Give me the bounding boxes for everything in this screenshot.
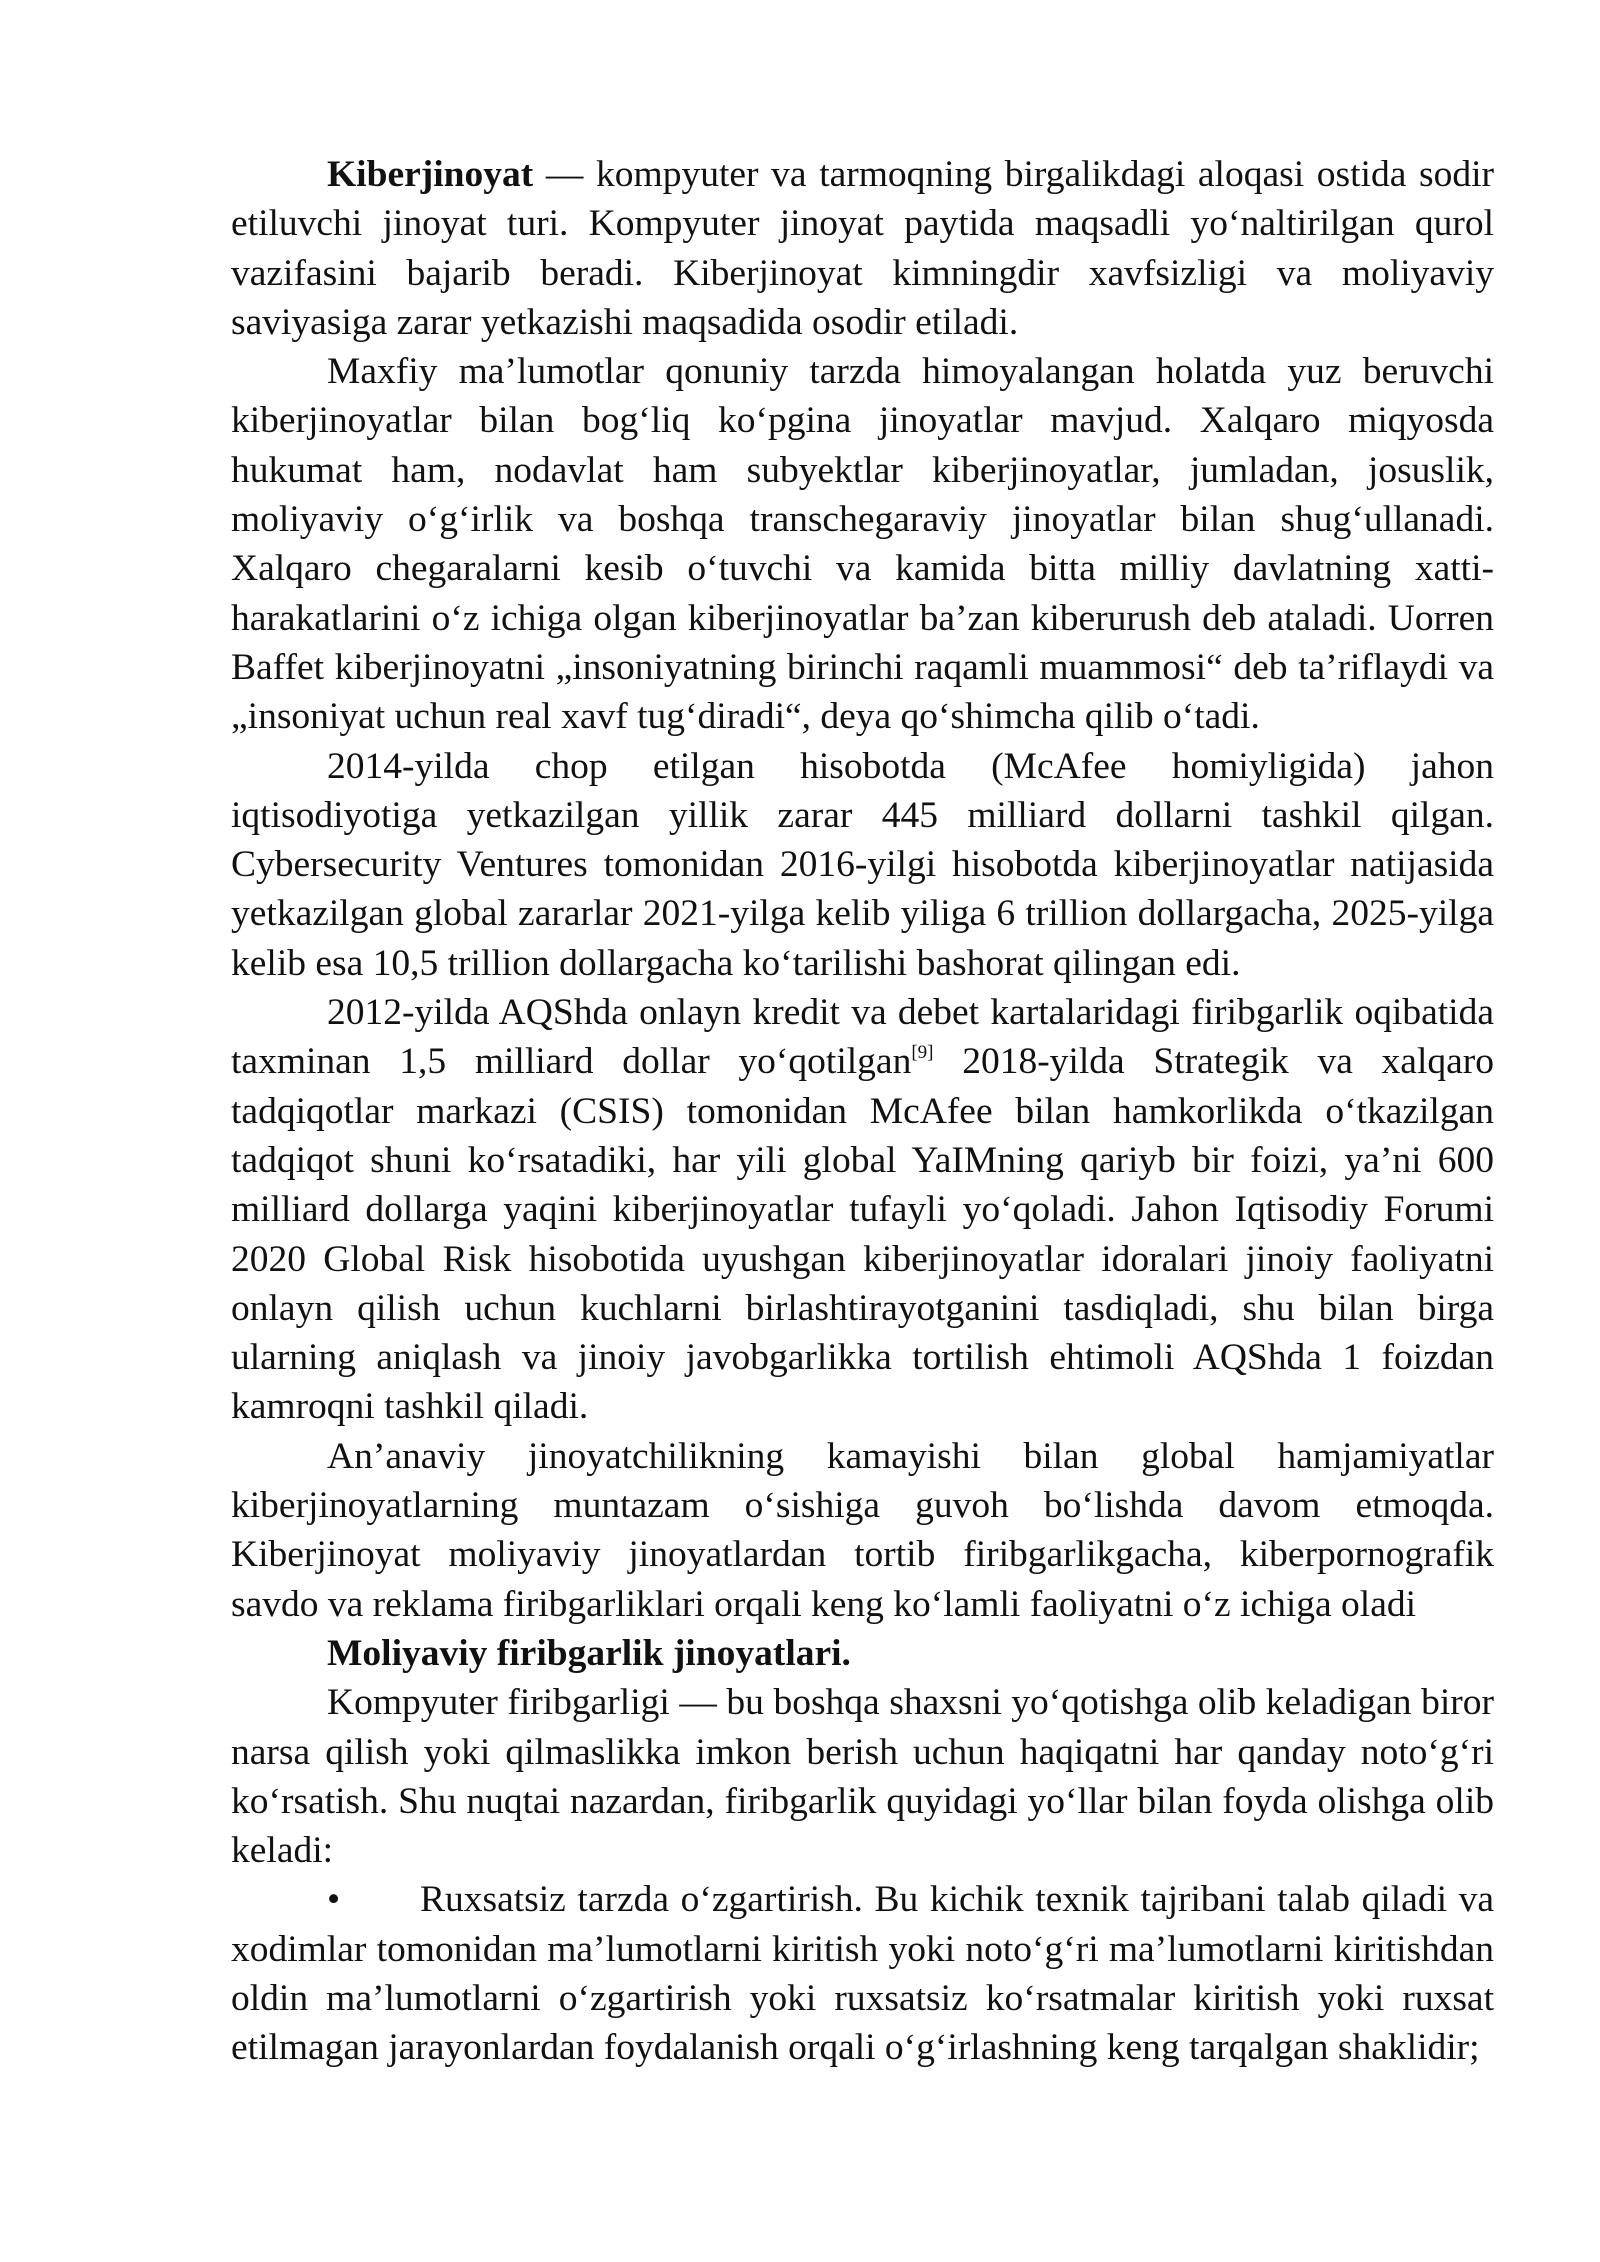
paragraph-computer-fraud: Kompyuter firibgarligi — bu boshqa shaxsni yoʻqotishga olib keladigan biror narsa qilish yoki qilmaslikka imkon berish uchun haqiqatni har qanday notoʻgʻri koʻrsatish. Shu nuqtai nazardan, firibgarlik quyidagi yoʻllar bilan foyda olishga olib keladi:: [231, 1682, 1494, 1872]
term-kiberjinoyat: Kiberjinoyat: [327, 154, 534, 195]
paragraph-statistics-before: 2012-yilda AQShda onlayn kredit va debet kartalaridagi firibgarlik oqibatida taxminan 1,5 milliard dollar yoʻqotilgan: [231, 992, 1494, 1083]
section-heading: Moliyaviy firibgarlik jinoyatlari.: [327, 1632, 851, 1674]
list-item-text: Ruxsatsiz tarzda oʻzgartirish. Bu kichik texnik tajribani talab qiladi va xodimlar tomonidan maʼlumotlarni kiritish yoki notoʻgʻri maʼlumotlarni kiritishdan oldin maʼlumotlarni oʻzgartirish yoki ruxsatsiz koʻrsatmalar kiritish yoki ruxsat etilmagan jarayonlardan foydalanish orqali oʻgʻirlashning keng tarqalgan shaklidir;: [231, 1879, 1494, 2069]
paragraph-damage-reports: 2014-yilda chop etilgan hisobotda (McAfee homiyligida) jahon iqtisodiyotiga yetkazilgan yillik zarar 445 milliard dollarni tashkil qilgan. Cybersecurity Ventures tomonidan 2016-yilgi hisobotda kiberjinoyatlar natijasida yetkazilgan global zararlar 2021-yilga kelib yiliga 6 trillion dollargacha, 2025-yilga kelib esa 10,5 trillion dollargacha koʻtarilishi bashorat qilingan edi.: [231, 745, 1494, 984]
citation-reference: [9]: [911, 1042, 934, 1064]
paragraph-statistics-after: 2018-yilda Strategik va xalqaro tadqiqotlar markazi (CSIS) tomonidan McAfee bilan hamkorlikda oʻtkazilgan tadqiqot shuni koʻrsatadiki, har yili global YaIMning qariyb bir foizi, yaʼni 600 milliard dollarga yaqini kiberjinoyatlar tufayli yoʻqoladi. Jahon Iqtisodiy Forumi 2020 Global Risk hisobotida uyushgan kiberjinoyatlar idoralari jinoiy faoliyatni onlayn qilish uchun kuchlarni birlashtirayotganini tasdiqladi, shu bilan birga ularning aniqlash va jinoiy javobgarlikka tortilish ehtimoli AQShda 1 foizdan kamroqni tashkil qiladi.: [231, 1041, 1494, 1428]
paragraph-definition-text: — kompyuter va tarmoqning birgalikdagi aloqasi ostida sodir etiluvchi jinoyat turi. Kompyuter jinoyat paytida maqsadli yoʻnaltirilgan qurol vazifasini bajarib beradi. Kiberjinoyat kimningdir xavfsizligi va moliyaviy saviyasiga zarar yetkazishi maqsadida osodir etiladi.: [231, 154, 1494, 343]
paragraph-definition: [231, 150, 1494, 347]
paragraph-statistics: [231, 988, 1494, 1432]
bullet-icon: •: [327, 1879, 341, 1921]
document-page: [231, 150, 1494, 2073]
paragraph-growth: Anʼanaviy jinoyatchilikning kamayishi bilan global hamjamiyatlar kiberjinoyatlarning muntazam oʻsishiga guvoh boʻlishda davom etmoqda. Kiberjinoyat moliyaviy jinoyatlardan tortib firibgarlikgacha, kiberpornografik savdo va reklama firibgarliklari orqali keng koʻlamli faoliyatni oʻz ichiga oladi: [231, 1435, 1494, 1625]
list-item: [231, 1875, 1494, 2072]
paragraph-confidential-data: Maxfiy maʼlumotlar qonuniy tarzda himoyalangan holatda yuz beruvchi kiberjinoyatlar bilan bogʻliq koʻpgina jinoyatlar mavjud. Xalqaro miqyosda hukumat ham, nodavlat ham subyektlar kiberjinoyatlar, jumladan, josuslik, moliyaviy oʻgʻirlik va boshqa transchegaraviy jinoyatlar bilan shugʻullanadi. Xalqaro chegaralarni kesib oʻtuvchi va kamida bitta milliy davlatning xatti-harakatlarini oʻz ichiga olgan kiberjinoyatlar baʼzan kiberurush deb ataladi. Uorren Baffet kiberjinoyatni „insoniyatning birinchi raqamli muammosi“ deb taʼriflaydi va „insoniyat uchun real xavf tugʻdiradi“, deya qoʻshimcha qilib oʻtadi.: [231, 351, 1494, 738]
